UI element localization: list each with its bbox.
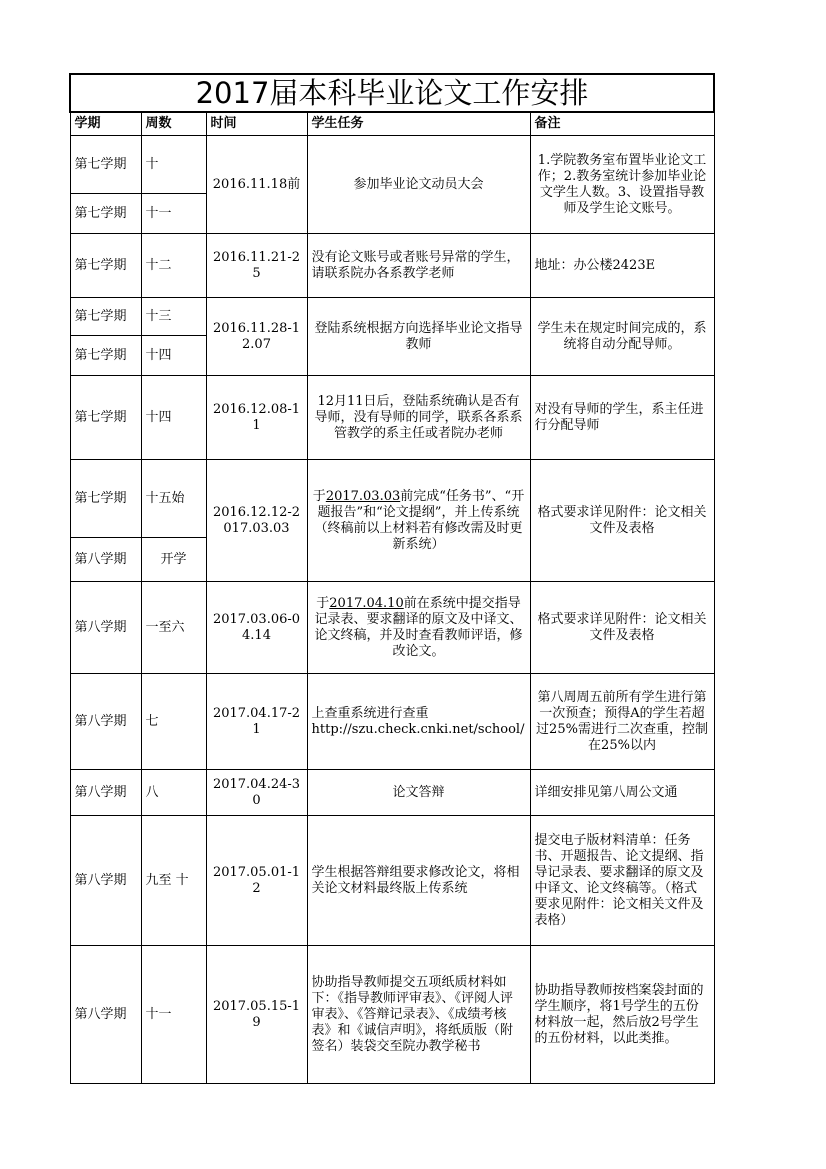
- schedule-table: [69, 73, 715, 1084]
- task-cell: [307, 460, 530, 582]
- table-row: [70, 376, 714, 460]
- week-cell: 十一: [141, 194, 206, 234]
- time-cell: 2017.05.15-19: [206, 946, 307, 1084]
- header-term: 学期: [70, 112, 141, 136]
- week-cell: 八: [141, 770, 206, 816]
- task-deadline: 2017.03.03: [325, 488, 401, 504]
- task-prefix: 于: [312, 488, 326, 504]
- table-row: [70, 582, 714, 674]
- week-cell: 十二: [141, 234, 206, 298]
- table-row: [70, 136, 714, 194]
- note-cell: 格式要求详见附件：论文相关文件及表格: [530, 460, 714, 582]
- week-cell: 十一: [141, 946, 206, 1084]
- term-cell: 第七学期: [70, 460, 141, 538]
- week-cell: 十三: [141, 298, 206, 336]
- week-cell: 十五始: [141, 460, 206, 538]
- note-cell: 提交电子版材料清单：任务书、开题报告、论文提纲、指导记录表、要求翻译的原文及中译文、论文终稿等。（格式要求见附件：论文相关文件及表格）: [530, 816, 714, 946]
- term-cell: 第八学期: [70, 538, 141, 582]
- time-cell: 2017.05.01-12: [206, 816, 307, 946]
- time-cell: 2016.11.18前: [206, 136, 307, 234]
- time-cell: 2016.12.12-2017.03.03: [206, 460, 307, 582]
- task-cell: 没有论文账号或者账号异常的学生，请联系院办各系教学老师: [307, 234, 530, 298]
- term-cell: 第七学期: [70, 336, 141, 376]
- note-cell: 协助指导教师按档案袋封面的学生顺序，将1号学生的五份材料放一起，然后放2号学生的五份材料，以此类推。: [530, 946, 714, 1084]
- term-cell: 第七学期: [70, 234, 141, 298]
- term-cell: 第七学期: [70, 136, 141, 194]
- term-cell: 第八学期: [70, 816, 141, 946]
- note-cell: 格式要求详见附件：论文相关文件及表格: [530, 582, 714, 674]
- task-deadline: 2017.04.10: [329, 595, 404, 611]
- week-cell: 一至六: [141, 582, 206, 674]
- week-cell: 十四: [141, 336, 206, 376]
- task-cell: 登陆系统根据方向选择毕业论文指导教师: [307, 298, 530, 376]
- week-cell: 十: [141, 136, 206, 194]
- table-row: [70, 674, 714, 770]
- week-cell: 开学: [141, 538, 206, 582]
- table-row: [70, 816, 714, 946]
- task-text: 前完成“任务书”、“开题报告”和“论文提纲”，并上传系统（终稿前以上材料若有修改需及时更新系统）: [314, 488, 525, 552]
- table-row: [70, 770, 714, 816]
- note-cell: 对没有导师的学生，系主任进行分配导师: [530, 376, 714, 460]
- week-cell: 十四: [141, 376, 206, 460]
- header-row: [70, 112, 714, 136]
- task-text: 前在系统中提交指导记录表、要求翻译的原文及中译文、论文终稿，并及时查看教师评语，修改论文。: [314, 595, 523, 659]
- table-row: [70, 298, 714, 336]
- table-row: [70, 234, 714, 298]
- time-cell: 2017.04.17-21: [206, 674, 307, 770]
- header-time: 时间: [206, 112, 307, 136]
- time-cell: 2016.11.28-12.07: [206, 298, 307, 376]
- term-cell: 第八学期: [70, 770, 141, 816]
- header-task: 学生任务: [307, 112, 530, 136]
- table-row: [70, 946, 714, 1084]
- task-cell: [307, 674, 530, 770]
- task-cell: 学生根据答辩组要求修改论文，将相关论文材料最终版上传系统: [307, 816, 530, 946]
- task-cell: [307, 582, 530, 674]
- term-cell: 第七学期: [70, 376, 141, 460]
- task-cell: 参加毕业论文动员大会: [307, 136, 530, 234]
- note-cell: 1.学院教务室布置毕业论文工作；2.教务室统计参加毕业论文学生人数。3、设置指导教师及学生论文账号。: [530, 136, 714, 234]
- header-note: 备注: [530, 112, 714, 136]
- table-row: [70, 460, 714, 538]
- time-cell: 2017.04.24-30: [206, 770, 307, 816]
- check-system-url: http://szu.check.cnki.net/school/: [311, 721, 525, 737]
- title-row: [70, 74, 714, 112]
- task-cell: 12月11日后，登陆系统确认是否有导师，没有导师的同学，联系各系系管教学的系主任或者院办老师: [307, 376, 530, 460]
- task-cell: 协助指导教师提交五项纸质材料如下：《指导教师评审表》、《评阅人评审表》、《答辩记录表》、《成绩考核表》和《诚信声明》，将纸质版（附签名）装袋交至院办教学秘书: [307, 946, 530, 1084]
- term-cell: 第七学期: [70, 194, 141, 234]
- week-cell: 七: [141, 674, 206, 770]
- task-text: 上查重系统进行查重: [311, 705, 429, 721]
- term-cell: 第八学期: [70, 582, 141, 674]
- term-cell: 第八学期: [70, 946, 141, 1084]
- task-cell: 论文答辩: [307, 770, 530, 816]
- time-cell: 2016.11.21-25: [206, 234, 307, 298]
- time-cell: 2017.03.06-04.14: [206, 582, 307, 674]
- time-cell: 2016.12.08-11: [206, 376, 307, 460]
- note-cell: 第八周周五前所有学生进行第一次预查；预得A的学生若超过25%需进行二次查重，控制在25%以内: [530, 674, 714, 770]
- week-cell: 九至 十: [141, 816, 206, 946]
- note-cell: 地址：办公楼2423E: [530, 234, 714, 298]
- note-cell: 详细安排见第八周公文通: [530, 770, 714, 816]
- term-cell: 第八学期: [70, 674, 141, 770]
- page-title: 2017届本科毕业论文工作安排: [70, 74, 714, 112]
- task-prefix: 于: [316, 595, 330, 611]
- term-cell: 第七学期: [70, 298, 141, 336]
- note-cell: 学生未在规定时间完成的，系统将自动分配导师。: [530, 298, 714, 376]
- header-week: 周数: [141, 112, 206, 136]
